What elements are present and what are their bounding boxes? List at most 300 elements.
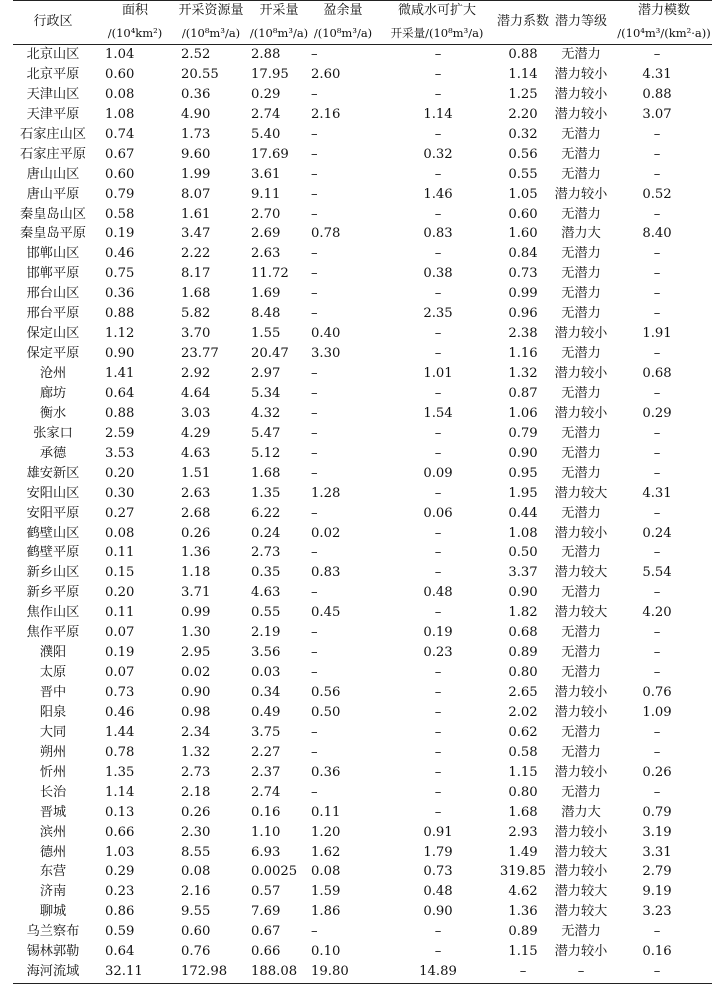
cell-exploitable-resource: 4.90 xyxy=(181,106,211,122)
table-row xyxy=(13,743,712,763)
cell-potential-coefficient: 2.20 xyxy=(508,106,538,122)
cell-brackish-expandable: 0.83 xyxy=(423,226,453,242)
table-row xyxy=(13,324,712,344)
cell-exploitable-resource: 2.68 xyxy=(181,505,211,521)
cell-surplus: 0.11 xyxy=(311,804,341,820)
cell-brackish-expandable: – xyxy=(434,724,442,740)
cell-exploitable-resource: 0.76 xyxy=(181,944,211,960)
cell-area: 0.07 xyxy=(105,665,135,681)
cell-extraction: 0.16 xyxy=(251,804,281,820)
cell-exploitable-resource: 5.82 xyxy=(181,306,211,322)
cell-extraction: 9.11 xyxy=(251,186,281,202)
cell-brackish-expandable: – xyxy=(434,704,442,720)
cell-extraction: 5.34 xyxy=(251,385,281,401)
cell-area: 0.11 xyxy=(105,605,135,621)
cell-potential-coefficient: 1.25 xyxy=(508,86,538,102)
cell-surplus: 0.45 xyxy=(311,605,341,621)
cell-potential-modulus: – xyxy=(653,505,661,521)
table-row xyxy=(13,424,712,444)
cell-exploitable-resource: 20.55 xyxy=(181,66,219,82)
cell-brackish-expandable: – xyxy=(434,685,442,700)
cell-exploitable-resource: 1.51 xyxy=(181,465,211,481)
cell-exploitable-resource: 0.02 xyxy=(181,665,211,681)
cell-surplus: – xyxy=(311,86,318,102)
cell-potential-coefficient: 4.62 xyxy=(508,884,538,900)
cell-potential-grade: 潜力较小 xyxy=(554,326,608,342)
cell-brackish-expandable: – xyxy=(434,47,442,62)
cell-surplus: 2.60 xyxy=(311,66,341,82)
cell-potential-modulus: – xyxy=(653,585,661,601)
table-row xyxy=(13,364,712,384)
header-extraction: 开采量 /(10⁸m³/a) xyxy=(249,3,309,40)
cell-brackish-expandable: 0.06 xyxy=(423,505,453,521)
cell-surplus: – xyxy=(311,166,318,182)
cell-potential-modulus: 0.88 xyxy=(642,86,672,102)
cell-surplus: 0.78 xyxy=(311,226,341,242)
cell-exploitable-resource: 8.07 xyxy=(181,186,211,202)
cell-brackish-expandable: 0.90 xyxy=(423,904,453,920)
cell-area: 0.27 xyxy=(105,505,135,521)
cell-potential-modulus: – xyxy=(653,665,661,681)
cell-brackish-expandable: 0.48 xyxy=(423,585,453,601)
cell-brackish-expandable: – xyxy=(434,924,442,940)
cell-extraction: 0.03 xyxy=(251,665,281,681)
cell-surplus: – xyxy=(311,645,318,661)
cell-brackish-expandable: 1.54 xyxy=(423,405,453,421)
cell-surplus: – xyxy=(311,186,318,202)
cell-area: 0.58 xyxy=(105,206,135,222)
cell-surplus: 2.16 xyxy=(311,106,341,122)
header-exploitable-resource: 开采资源量 /(10⁸m³/a) xyxy=(178,3,244,40)
cell-exploitable-resource: 2.63 xyxy=(181,485,211,501)
cell-exploitable-resource: 4.29 xyxy=(181,425,211,441)
cell-potential-modulus: – xyxy=(653,784,661,800)
cell-potential-coefficient: 0.68 xyxy=(508,625,538,641)
cell-area: 0.78 xyxy=(105,744,135,760)
cell-region: 石家庄平原 xyxy=(20,146,86,162)
cell-extraction: 0.66 xyxy=(251,944,281,960)
cell-exploitable-resource: 2.16 xyxy=(181,884,211,900)
cell-potential-modulus: – xyxy=(653,465,661,481)
cell-potential-modulus: 1.09 xyxy=(642,704,672,720)
cell-surplus: – xyxy=(311,744,318,760)
cell-region: 阳泉 xyxy=(39,704,67,720)
header-brackish-expandable: 微咸水可扩大 开采量/(10⁸m³/a) xyxy=(390,3,484,40)
cell-area: 0.11 xyxy=(105,545,135,561)
cell-region: 邢台山区 xyxy=(26,286,80,302)
cell-brackish-expandable: 0.48 xyxy=(423,884,453,900)
cell-surplus: – xyxy=(311,246,318,262)
cell-exploitable-resource: 2.95 xyxy=(181,645,211,661)
cell-surplus: 1.20 xyxy=(311,824,341,840)
cell-brackish-expandable: 2.35 xyxy=(423,306,453,322)
cell-brackish-expandable: – xyxy=(434,944,442,960)
cell-region: 沧州 xyxy=(39,366,67,381)
cell-region: 德州 xyxy=(39,844,67,860)
cell-extraction: 2.73 xyxy=(251,545,281,561)
table-row xyxy=(13,683,712,703)
cell-surplus: 0.36 xyxy=(311,764,341,780)
cell-extraction: 5.12 xyxy=(251,445,281,461)
cell-region: 安阳山区 xyxy=(26,485,80,501)
cell-surplus: – xyxy=(311,366,318,381)
cell-potential-coefficient: 1.16 xyxy=(508,346,538,362)
header-surplus: 盈余量 /(10⁸m³/a) xyxy=(313,3,373,40)
cell-potential-modulus: 0.16 xyxy=(642,944,672,960)
cell-extraction: 0.57 xyxy=(251,884,281,900)
cell-potential-grade: 无潜力 xyxy=(561,784,601,800)
cell-potential-grade: 潜力大 xyxy=(561,804,601,820)
cell-potential-coefficient: 0.56 xyxy=(508,146,538,162)
table-row xyxy=(13,384,712,404)
cell-surplus: – xyxy=(311,505,318,521)
cell-region: 保定平原 xyxy=(26,346,80,362)
table-row xyxy=(13,962,712,982)
table-row xyxy=(13,942,712,962)
table-row xyxy=(13,902,712,922)
cell-potential-modulus: 8.40 xyxy=(642,226,672,242)
cell-extraction: 1.35 xyxy=(251,485,281,501)
cell-potential-grade: 潜力较小 xyxy=(554,704,608,720)
cell-extraction: 0.34 xyxy=(251,685,281,700)
cell-potential-modulus: 5.54 xyxy=(642,565,672,581)
cell-brackish-expandable: 0.19 xyxy=(423,625,453,641)
cell-potential-coefficient: 0.80 xyxy=(508,784,538,800)
cell-exploitable-resource: 2.73 xyxy=(181,764,211,780)
cell-region: 济南 xyxy=(39,884,67,900)
cell-region: 东营 xyxy=(39,864,67,880)
cell-region: 邢台平原 xyxy=(26,306,80,322)
cell-extraction: 3.75 xyxy=(251,724,281,740)
table-row xyxy=(13,563,712,583)
cell-brackish-expandable: – xyxy=(434,784,442,800)
cell-region: 锡林郭勒 xyxy=(26,944,80,960)
cell-area: 32.11 xyxy=(105,964,143,980)
cell-potential-modulus: 3.07 xyxy=(642,106,672,122)
cell-potential-coefficient: 1.14 xyxy=(508,66,538,82)
cell-brackish-expandable: – xyxy=(434,804,442,820)
cell-area: 0.20 xyxy=(105,585,135,601)
cell-brackish-expandable: – xyxy=(434,385,442,401)
cell-extraction: 8.48 xyxy=(251,306,281,322)
table-row xyxy=(13,85,712,105)
table-row xyxy=(13,623,712,643)
cell-exploitable-resource: 0.90 xyxy=(181,685,211,700)
cell-potential-grade: 无潜力 xyxy=(561,385,601,401)
table-row xyxy=(13,663,712,683)
cell-extraction: 0.67 xyxy=(251,924,281,940)
header-potential-coefficient: 潜力系数 xyxy=(496,14,549,29)
cell-potential-modulus: 4.31 xyxy=(642,66,672,82)
cell-potential-grade: 无潜力 xyxy=(561,206,601,222)
cell-potential-coefficient: 1.05 xyxy=(508,186,538,202)
cell-potential-coefficient: – xyxy=(519,964,527,980)
cell-extraction: 0.29 xyxy=(251,86,281,102)
cell-exploitable-resource: 0.60 xyxy=(181,924,211,940)
cell-region: 滨州 xyxy=(39,824,67,840)
cell-region: 承德 xyxy=(39,445,67,461)
cell-exploitable-resource: 8.17 xyxy=(181,266,211,282)
cell-area: 1.04 xyxy=(105,47,135,62)
cell-surplus: – xyxy=(311,724,318,740)
cell-region: 保定山区 xyxy=(26,326,80,342)
cell-potential-coefficient: 0.44 xyxy=(508,505,538,521)
cell-potential-modulus: 1.91 xyxy=(642,326,672,342)
cell-surplus: – xyxy=(311,385,318,401)
cell-area: 0.08 xyxy=(105,525,135,541)
cell-region: 太原 xyxy=(39,665,67,681)
cell-area: 1.08 xyxy=(105,106,135,122)
table-row xyxy=(13,643,712,663)
table-row xyxy=(13,65,712,85)
cell-exploitable-resource: 172.98 xyxy=(181,964,228,980)
cell-area: 0.23 xyxy=(105,884,135,900)
cell-potential-grade: 无潜力 xyxy=(561,47,601,62)
cell-area: 0.30 xyxy=(105,485,135,501)
table-row xyxy=(13,165,712,185)
table-header xyxy=(13,0,712,44)
cell-potential-modulus: – xyxy=(653,625,661,641)
cell-potential-modulus: 0.68 xyxy=(642,366,672,381)
table-row xyxy=(13,882,712,902)
header-area: 面积 /(10⁴km²) xyxy=(107,3,163,40)
cell-area: 0.73 xyxy=(105,685,135,700)
cell-brackish-expandable: – xyxy=(434,744,442,760)
cell-region: 大同 xyxy=(39,724,67,740)
cell-region: 秦皇岛平原 xyxy=(20,226,86,242)
cell-region: 长治 xyxy=(39,784,67,800)
table-row xyxy=(13,803,712,823)
cell-brackish-expandable: – xyxy=(434,86,442,102)
cell-potential-coefficient: 2.02 xyxy=(508,704,538,720)
cell-potential-coefficient: 1.15 xyxy=(508,764,538,780)
table-row xyxy=(13,145,712,165)
cell-potential-coefficient: 0.87 xyxy=(508,385,538,401)
cell-region: 鹤壁山区 xyxy=(26,525,80,541)
cell-surplus: – xyxy=(311,306,318,322)
cell-potential-grade: 潜力较小 xyxy=(554,366,608,381)
cell-surplus: – xyxy=(311,126,318,142)
cell-extraction: 0.49 xyxy=(251,704,281,720)
cell-potential-coefficient: 0.95 xyxy=(508,465,538,481)
cell-region: 晋中 xyxy=(39,685,67,700)
table-row xyxy=(13,703,712,723)
cell-potential-grade: 无潜力 xyxy=(561,146,601,162)
cell-exploitable-resource: 0.26 xyxy=(181,525,211,541)
cell-potential-modulus: – xyxy=(653,964,661,980)
cell-extraction: 17.69 xyxy=(251,146,289,162)
cell-exploitable-resource: 2.18 xyxy=(181,784,211,800)
cell-surplus: – xyxy=(311,545,318,561)
cell-extraction: 4.32 xyxy=(251,405,281,421)
cell-potential-grade: 潜力较大 xyxy=(554,844,608,860)
cell-potential-coefficient: 0.84 xyxy=(508,246,538,262)
cell-potential-modulus: – xyxy=(653,385,661,401)
cell-exploitable-resource: 1.36 xyxy=(181,545,211,561)
cell-surplus: 1.86 xyxy=(311,904,341,920)
cell-potential-coefficient: 1.68 xyxy=(508,804,538,820)
cell-potential-grade: 无潜力 xyxy=(561,585,601,601)
cell-region: 唐山山区 xyxy=(26,166,80,182)
cell-brackish-expandable: – xyxy=(434,346,442,362)
cell-exploitable-resource: 0.99 xyxy=(181,605,211,621)
cell-potential-coefficient: 1.82 xyxy=(508,605,538,621)
table-row xyxy=(13,224,712,244)
cell-region: 邯郸山区 xyxy=(26,246,80,262)
cell-potential-grade: 无潜力 xyxy=(561,505,601,521)
cell-potential-grade: 无潜力 xyxy=(561,724,601,740)
cell-region: 濮阳 xyxy=(39,645,67,661)
cell-potential-grade: 无潜力 xyxy=(561,744,601,760)
cell-exploitable-resource: 23.77 xyxy=(181,346,219,362)
cell-area: 0.90 xyxy=(105,346,135,362)
cell-exploitable-resource: 1.73 xyxy=(181,126,211,142)
cell-potential-grade: 无潜力 xyxy=(561,166,601,182)
cell-potential-grade: 无潜力 xyxy=(561,645,601,661)
cell-exploitable-resource: 1.32 xyxy=(181,744,211,760)
cell-area: 0.19 xyxy=(105,226,135,242)
cell-region: 晋城 xyxy=(39,804,67,820)
table-row xyxy=(13,543,712,563)
cell-area: 1.12 xyxy=(105,326,135,342)
cell-potential-modulus: 4.20 xyxy=(642,605,672,621)
cell-region: 邯郸平原 xyxy=(26,266,80,282)
cell-potential-coefficient: 1.08 xyxy=(508,525,538,541)
cell-area: 0.88 xyxy=(105,405,135,421)
cell-exploitable-resource: 1.30 xyxy=(181,625,211,641)
table-row xyxy=(13,344,712,364)
cell-exploitable-resource: 1.61 xyxy=(181,206,211,222)
cell-area: 1.35 xyxy=(105,764,135,780)
cell-potential-modulus: – xyxy=(653,425,661,441)
cell-brackish-expandable: – xyxy=(434,66,442,82)
cell-exploitable-resource: 4.63 xyxy=(181,445,211,461)
cell-surplus: 1.28 xyxy=(311,485,341,501)
cell-surplus: – xyxy=(311,206,318,222)
cell-region: 忻州 xyxy=(39,764,67,780)
cell-potential-grade: 无潜力 xyxy=(561,465,601,481)
cell-region: 安阳平原 xyxy=(26,505,80,521)
cell-potential-grade: 潜力较小 xyxy=(554,944,608,960)
table-row xyxy=(13,922,712,942)
cell-exploitable-resource: 2.30 xyxy=(181,824,211,840)
cell-potential-modulus: – xyxy=(653,286,661,302)
table-bottom-rule xyxy=(13,983,712,984)
cell-area: 0.64 xyxy=(105,385,135,401)
cell-region: 焦作山区 xyxy=(26,605,80,621)
cell-brackish-expandable: – xyxy=(434,445,442,461)
cell-potential-coefficient: 0.90 xyxy=(508,445,538,461)
cell-area: 1.41 xyxy=(105,366,135,381)
cell-surplus: – xyxy=(311,445,318,461)
cell-brackish-expandable: – xyxy=(434,545,442,561)
table-row xyxy=(13,404,712,424)
cell-region: 新乡平原 xyxy=(26,585,80,601)
table-row xyxy=(13,524,712,544)
cell-potential-grade: 潜力较小 xyxy=(554,824,608,840)
cell-extraction: 2.37 xyxy=(251,764,281,780)
cell-extraction: 2.74 xyxy=(251,784,281,800)
cell-extraction: 3.56 xyxy=(251,645,281,661)
cell-potential-modulus: – xyxy=(653,346,661,362)
cell-surplus: 19.80 xyxy=(311,964,349,980)
cell-area: 1.44 xyxy=(105,724,135,740)
cell-potential-coefficient: 0.60 xyxy=(508,206,538,222)
cell-potential-modulus: – xyxy=(653,724,661,740)
cell-exploitable-resource: 0.36 xyxy=(181,86,211,102)
cell-potential-coefficient: 0.73 xyxy=(508,266,538,282)
cell-region: 廊坊 xyxy=(39,385,67,401)
cell-extraction: 2.69 xyxy=(251,226,281,242)
table-row xyxy=(13,603,712,623)
cell-exploitable-resource: 2.92 xyxy=(181,366,211,381)
cell-potential-coefficient: 3.37 xyxy=(508,565,538,581)
cell-area: 0.36 xyxy=(105,286,135,302)
cell-brackish-expandable: – xyxy=(434,326,442,342)
cell-extraction: 5.47 xyxy=(251,425,281,441)
cell-area: 0.59 xyxy=(105,924,135,940)
cell-potential-grade: 潜力较大 xyxy=(554,485,608,501)
cell-brackish-expandable: 0.38 xyxy=(423,266,453,282)
cell-surplus: 0.08 xyxy=(311,864,341,880)
cell-potential-modulus: – xyxy=(653,924,661,940)
cell-extraction: 3.61 xyxy=(251,166,281,182)
cell-extraction: 6.93 xyxy=(251,844,281,860)
cell-extraction: 2.27 xyxy=(251,744,281,760)
cell-extraction: 4.63 xyxy=(251,585,281,601)
table-row xyxy=(13,244,712,264)
table-body xyxy=(13,45,712,982)
cell-area: 1.14 xyxy=(105,784,135,800)
header-region: 行政区 xyxy=(33,14,73,29)
cell-potential-coefficient: 2.93 xyxy=(508,824,538,840)
cell-potential-grade: 潜力较小 xyxy=(554,186,608,202)
cell-potential-coefficient: 0.62 xyxy=(508,724,538,740)
cell-exploitable-resource: 0.26 xyxy=(181,804,211,820)
cell-potential-coefficient: 0.88 xyxy=(508,47,538,62)
cell-potential-grade: 无潜力 xyxy=(561,126,601,142)
cell-potential-grade: 潜力较小 xyxy=(554,106,608,122)
cell-brackish-expandable: – xyxy=(434,206,442,222)
cell-potential-grade: 潜力较小 xyxy=(554,864,608,880)
cell-brackish-expandable: – xyxy=(434,425,442,441)
cell-area: 0.60 xyxy=(105,66,135,82)
cell-extraction: 2.70 xyxy=(251,206,281,222)
cell-region: 聊城 xyxy=(39,904,67,920)
cell-region: 雄安新区 xyxy=(26,465,80,481)
cell-potential-grade: – xyxy=(577,964,585,980)
cell-area: 0.75 xyxy=(105,266,135,282)
cell-area: 1.03 xyxy=(105,844,135,860)
cell-exploitable-resource: 3.71 xyxy=(181,585,211,601)
cell-exploitable-resource: 0.98 xyxy=(181,704,211,720)
cell-extraction: 0.24 xyxy=(251,525,281,541)
cell-exploitable-resource: 4.64 xyxy=(181,385,211,401)
cell-potential-coefficient: 1.60 xyxy=(508,226,538,242)
cell-brackish-expandable: – xyxy=(434,126,442,142)
cell-potential-grade: 无潜力 xyxy=(561,425,601,441)
cell-potential-grade: 无潜力 xyxy=(561,286,601,302)
cell-potential-modulus: 0.26 xyxy=(642,764,672,780)
cell-surplus: – xyxy=(311,585,318,601)
table-row xyxy=(13,783,712,803)
cell-potential-modulus: – xyxy=(653,246,661,262)
cell-potential-grade: 潜力较小 xyxy=(554,764,608,780)
cell-potential-modulus: 4.31 xyxy=(642,485,672,501)
cell-region: 新乡山区 xyxy=(26,565,80,581)
cell-region: 朔州 xyxy=(39,744,67,760)
table-row xyxy=(13,504,712,524)
